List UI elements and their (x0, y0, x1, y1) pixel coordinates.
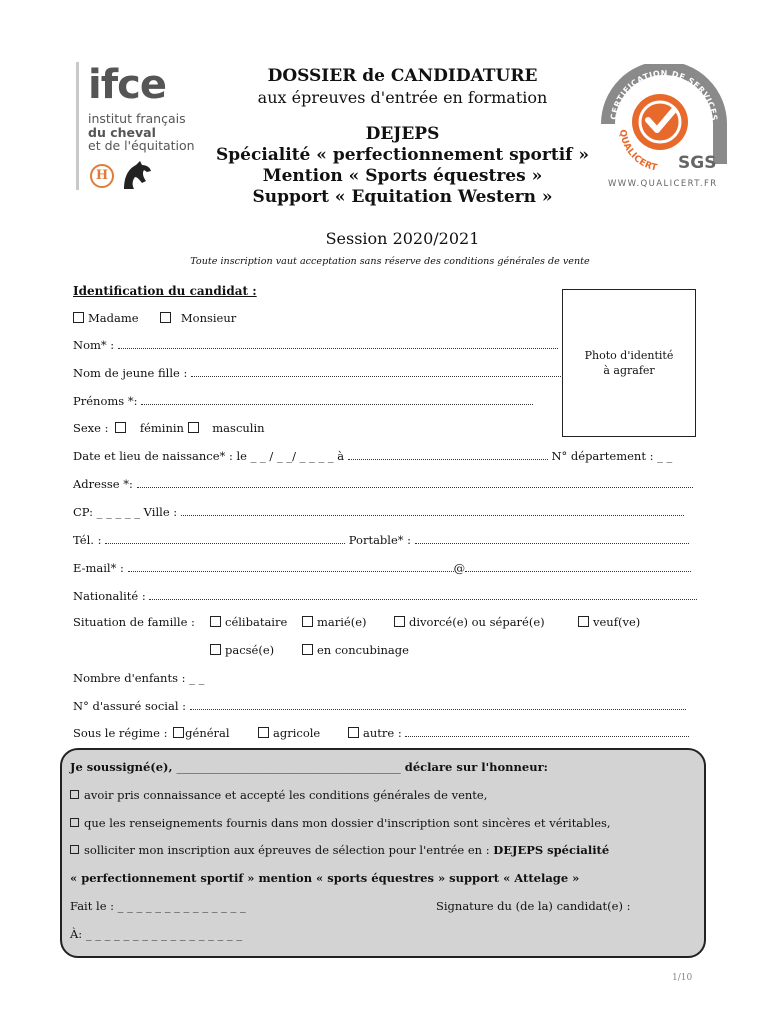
tel-label: Tél. : (73, 533, 102, 547)
fait-le-field[interactable]: Fait le : _ _ _ _ _ _ _ _ _ _ _ _ _ _ (70, 899, 246, 913)
nom-label: Nom* : (73, 338, 115, 352)
prenoms-field[interactable] (141, 394, 533, 405)
celibataire-checkbox[interactable] (210, 616, 221, 627)
lieu-naissance-field[interactable] (348, 449, 548, 460)
nationalite-label: Nationalité : (73, 589, 146, 603)
nom-jeune-fille-row (73, 366, 563, 380)
nationalite-row (73, 589, 697, 603)
item3-text: solliciter mon inscription aux épreuves de sélection pour l'entrée en : (84, 843, 490, 857)
assure-label: N° d'assuré social : (73, 699, 187, 713)
a-lieu-field[interactable]: À: _ _ _ _ _ _ _ _ _ _ _ _ _ _ _ _ _ (70, 927, 243, 941)
pacse-checkbox[interactable] (210, 644, 221, 655)
assure-row (73, 699, 686, 713)
regime-label: Sous le régime : (73, 726, 168, 740)
ifce-line-1: institut français (88, 111, 186, 126)
madame-checkbox[interactable] (73, 312, 84, 323)
item2-checkbox[interactable] (70, 818, 79, 827)
veuf-checkbox[interactable] (578, 616, 589, 627)
prenoms-label: Prénoms *: (73, 394, 138, 408)
ifce-line-2: du cheval (88, 124, 156, 140)
adresse-label: Adresse *: (73, 477, 133, 491)
photo-box (562, 289, 696, 437)
monsieur-label: Monsieur (180, 311, 237, 325)
concubinage-option (302, 643, 409, 657)
logo-divider (76, 62, 79, 190)
email-user-field[interactable] (128, 561, 454, 572)
doc-title: DOSSIER de CANDIDATURE (267, 66, 538, 86)
program-speciality: Spécialité « perfectionnement sportif » (215, 145, 590, 165)
qualicert-seal (598, 64, 728, 176)
masculin-label: masculin (212, 421, 265, 435)
qualicert-arc-text: CERTIFICATION DE SERVICES (609, 68, 719, 122)
sgs-text: SGS (678, 153, 717, 173)
concubinage-label: en concubinage (317, 643, 409, 657)
doc-subtitle: aux épreuves d'entrée en formation (257, 88, 548, 107)
marie-option (302, 615, 367, 629)
declaration-item-1 (70, 788, 487, 802)
portable-field[interactable] (415, 533, 689, 544)
program-support: Support « Equitation Western » (252, 187, 553, 207)
declaration-name-field[interactable]: _______________________________________ (176, 760, 401, 774)
tel-field[interactable] (105, 533, 345, 544)
email-at: @ (453, 561, 466, 575)
general-label: général (185, 726, 230, 740)
ifce-logo (76, 62, 211, 197)
item1-text: avoir pris connaissance et accepté les conditions générales de vente, (84, 788, 488, 802)
marie-checkbox[interactable] (302, 616, 313, 627)
situation-label: Situation de famille : (73, 615, 195, 629)
assure-field[interactable] (190, 699, 686, 710)
email-domain-field[interactable] (465, 561, 691, 572)
pacse-option (210, 643, 274, 657)
veuf-label: veuf(ve) (593, 615, 641, 629)
program-name: DEJEPS (365, 124, 440, 144)
ifce-line-3: et de l'équitation (88, 138, 195, 153)
horse-icon (120, 159, 154, 191)
concubinage-checkbox[interactable] (302, 644, 313, 655)
agricole-option (258, 726, 320, 740)
marie-label: marié(e) (317, 615, 367, 629)
enfants-row: Nombre d'enfants : _ _ (73, 671, 205, 685)
cp-ville-row (73, 505, 684, 519)
naissance-row (73, 449, 672, 463)
civility-row (73, 311, 236, 325)
item3-bold-text: DEJEPS spécialité (493, 843, 610, 857)
autre-checkbox[interactable] (348, 727, 359, 738)
ifce-wordmark: ifce (88, 62, 166, 108)
cp-ville-label: CP: _ _ _ _ _ Ville : (73, 505, 178, 519)
telephone-row (73, 533, 689, 547)
celibataire-label: célibataire (225, 615, 288, 629)
qualicert-url: WWW.QUALICERT.FR (608, 179, 718, 189)
sexe-label: Sexe : (73, 421, 109, 435)
nom-field[interactable] (118, 338, 558, 349)
general-checkbox[interactable] (173, 727, 184, 738)
divorce-option (394, 615, 545, 629)
email-label: E-mail* : (73, 561, 124, 575)
program-block (200, 124, 605, 208)
prenoms-row (73, 394, 533, 408)
autre-option (348, 726, 689, 740)
program-mention: Mention « Sports équestres » (262, 166, 543, 186)
photo-label (563, 348, 695, 378)
declaration-item-3 (70, 843, 609, 857)
feminin-label: féminin (139, 421, 184, 435)
email-row (73, 561, 691, 575)
autre-field[interactable] (405, 726, 689, 737)
ville-field[interactable] (181, 505, 684, 516)
agricole-label: agricole (273, 726, 321, 740)
nom-row (73, 338, 558, 352)
adresse-field[interactable] (137, 477, 693, 488)
regime-row (73, 726, 230, 740)
ifce-subtitle (88, 112, 195, 153)
celibataire-option (210, 615, 287, 629)
naissance-label: Date et lieu de naissance* : le _ _ / _ _/ _ _ _ _ à (73, 449, 345, 463)
signature-label: Signature du (de la) candidat(e) : (436, 899, 631, 913)
declaration-item-4: « perfectionnement sportif » mention « sports équestres » support « Attelage » (70, 871, 580, 885)
item2-text: que les renseignements fournis dans mon dossier d'inscription sont sincères et véritables, (84, 816, 611, 830)
divorce-checkbox[interactable] (394, 616, 405, 627)
ifce-h-badge: H (90, 164, 114, 188)
qualicert-logo (598, 64, 728, 194)
divorce-label: divorcé(e) ou séparé(e) (409, 615, 545, 629)
declaration-intro: Je soussigné(e), (70, 760, 173, 774)
monsieur-checkbox[interactable] (160, 312, 171, 323)
declaration-statement: déclare sur l'honneur: (404, 760, 548, 774)
masculin-checkbox[interactable] (188, 422, 199, 433)
sexe-row (73, 421, 265, 435)
section-identification-title: Identification du candidat : (73, 284, 257, 298)
photo-label-line-2: à agrafer (603, 364, 655, 377)
nom-jeune-fille-label: Nom de jeune fille : (73, 366, 188, 380)
nationalite-field[interactable] (149, 589, 697, 600)
portable-label: Portable* : (348, 533, 412, 547)
item3-checkbox[interactable] (70, 845, 79, 854)
sales-notice: Toute inscription vaut acceptation sans réserve des conditions générales de vente (190, 256, 590, 267)
page-number: 1/10 (672, 973, 693, 983)
agricole-checkbox[interactable] (258, 727, 269, 738)
pacse-label: pacsé(e) (225, 643, 275, 657)
declaration-item-2 (70, 816, 611, 830)
session-label: Session 2020/2021 (325, 229, 480, 248)
veuf-option (578, 615, 640, 629)
adresse-row (73, 477, 693, 491)
qualicert-side-text: QUALICERT (616, 128, 659, 174)
declaration-box (60, 748, 706, 958)
autre-label: autre : (363, 726, 402, 740)
feminin-checkbox[interactable] (115, 422, 126, 433)
nom-jeune-fille-field[interactable] (191, 366, 563, 377)
photo-label-line-1: Photo d'identité (584, 349, 674, 362)
departement-label: N° département : _ _ (551, 449, 673, 463)
declaration-intro-row (70, 760, 548, 774)
item1-checkbox[interactable] (70, 790, 79, 799)
madame-label: Madame (88, 311, 139, 325)
